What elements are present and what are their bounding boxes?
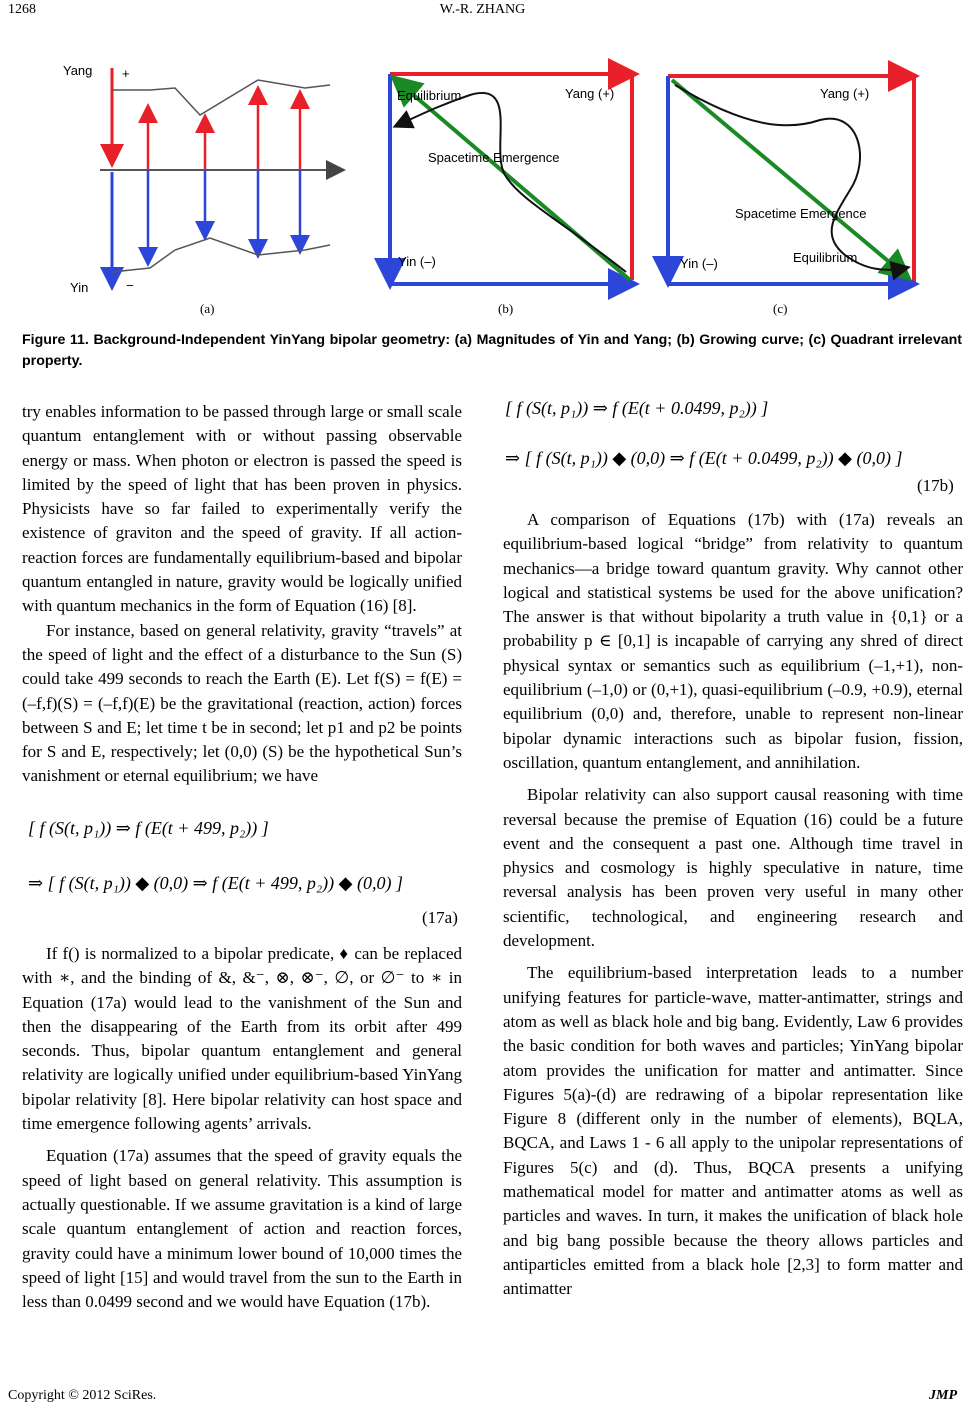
equation-17b-line1: [ f (S(t, p₁)) ⇒ f (E(t + 0.0499, p₂)) ] bbox=[505, 398, 769, 418]
panel-a bbox=[63, 63, 340, 316]
panel-c-equilibrium-label: Equilibrium bbox=[793, 250, 858, 265]
panel-a-minus-label: − bbox=[126, 278, 134, 293]
panel-c bbox=[668, 76, 914, 316]
panel-b-spacetime-label: Spacetime Emergence bbox=[428, 150, 560, 165]
footer-journal: JMP bbox=[929, 1388, 957, 1403]
left-column bbox=[22, 400, 462, 789]
figure-svg bbox=[0, 40, 965, 330]
panel-a-caption: (a) bbox=[200, 301, 215, 316]
panel-a-plus-label: + bbox=[122, 66, 130, 81]
figure-11 bbox=[0, 40, 965, 330]
running-title: W.-R. ZHANG bbox=[439, 2, 526, 17]
page-number: 1268 bbox=[8, 2, 36, 17]
panel-c-yin-label: Yin (–) bbox=[680, 256, 718, 271]
panel-b-caption: (b) bbox=[498, 301, 514, 316]
panel-c-caption: (c) bbox=[773, 301, 788, 316]
left-paragraph-1: try enables information to be passed through large or small scale quantum entanglement with or without passing observable energy or mass. When photon or electron is passed the speed is limited by the speed of light that has been proven in physics. Physicists have so far failed to experimentally verify the existence of graviton and the speed of gravity. If all action-reaction forces are fundamentally equilibrium-based and bipolar quantum entangled in nature, gravity would be logically unified with quantum mechanics in the form of Equation (16) [8]. bbox=[22, 402, 462, 616]
panel-c-spacetime-label: Spacetime Emergence bbox=[735, 206, 867, 221]
left-paragraph-2: For instance, based on general relativity, gravity “travels” at the speed of light and the effect of a disturbance to the Sun (S) could take 499 seconds to reach the Earth (E). Let f(S) = f(E) = (–f,f)(S) = (–f,f)(E) be the gravitational (reaction, action) forces between S and E; let time t be in second; let p1 and p2 be points for S and E, respectively; let (0,0) (S) be the hypothetical Sun’s vanishment or eternal equilibrium; we have bbox=[22, 620, 462, 786]
equation-17b-line2: ⇒ [ f (S(t, p₁)) ◆ (0,0) ⇒ f (E(t + 0.0499, p₂)) ◆ (0,0) ] bbox=[505, 448, 903, 468]
equation-17a-line2: ⇒ [ f (S(t, p₁)) ◆ (0,0) ⇒ f (E(t + 499, p₂)) ◆ (0,0) ] bbox=[28, 873, 403, 893]
left-column-lower bbox=[22, 942, 462, 1314]
equation-17b-label: (17b) bbox=[917, 476, 954, 495]
panel-b bbox=[390, 74, 632, 316]
panel-a-yin-label: Yin bbox=[70, 280, 89, 295]
equation-17a-label: (17a) bbox=[422, 908, 458, 927]
equation-17a-line1: [ f (S(t, p₁)) ⇒ f (E(t + 499, p₂)) ] bbox=[28, 818, 269, 838]
footer-copyright: Copyright © 2012 SciRes. bbox=[8, 1388, 157, 1403]
panel-b-yang-label: Yang (+) bbox=[565, 86, 615, 101]
right-column bbox=[503, 508, 963, 1302]
left-paragraph-3: If f() is normalized to a bipolar predicate, ♦ can be replaced with ∗, and the binding of &, &⁻, ⊗, ⊗⁻, ∅, or ∅⁻ to ∗ in Equation (17a) would lead to the vanishment of the Sun and then the disappearing of the Earth from its orbit after 499 seconds. Thus, bipolar quantum entanglement and general relativity are logically unified under equilibrium-based YinYang bipolar relativity [8]. Here bipolar relativity can host space and time emergence following agents’ arrivals. bbox=[22, 944, 462, 1134]
panel-a-yang-label: Yang bbox=[63, 63, 93, 78]
left-paragraph-4: Equation (17a) assumes that the speed of gravity equals the speed of light based on general relativity. This assumption is actually questionable. If we assume gravitation is a kind of large scale quantum entanglement of action and reaction forces, gravity could have a minimum lower bound of 10,000 times the speed of light [15] and would travel from the sun to the Earth in less than 0.0499 second and we would have Equation (17b). bbox=[22, 1146, 462, 1312]
right-paragraph-2: Bipolar relativity can also support causal reasoning with time reversal because the premise of Equation (16) could be a future event and the consequent a past one. Although time travel in physics and cosmology is highly speculative in nature, time reversal analysis has been proven very useful in many other scientific, technological, and engineering research and development. bbox=[503, 785, 963, 951]
panel-c-yang-label: Yang (+) bbox=[820, 86, 870, 101]
right-paragraph-3: The equilibrium-based interpretation leads to a number unifying features for particle-wave, matter-antimatter, strings and atom as well as black hole and big bang. Evidently, Law 6 provides the basic condition for both waves and particles; YinYang bipolar atom provides the unification for matter and antimatter. Since Figures 5(a)-(d) are redrawing of a bipolar representation like Figure 8 (different only in the number of elements), BQLA, BQCA, and Laws 1 - 6 all apply to the unipolar representations of Figures 5(c) and (d). Thus, BQCA presents a unifying mathematical model for matter and antimatter atoms as well as particles and waves. In turn, it makes the unification of black hole and big bang possible because the theory allows particles and antiparticles emitted from a black hole [2,3] to form matter and antimatter bbox=[503, 963, 963, 1299]
right-paragraph-1: A comparison of Equations (17b) with (17a) reveals an equilibrium-based logical “bridge” from relativity to quantum mechanics—a bridge toward quantum gravity. Why cannot other logical and statistical systems be used for the above unification? The answer is that without bipolarity a truth value in {0,1} or a probability p ∈ [0,1] is incapable of carrying any shred of direct physical syntax or semantics such as equilibrium (–1,+1), non-equilibrium (–1,0) or (0,+1), quasi-equilibrium (–0.9, +0.9), eternal equilibrium (0,0) and, therefore, unable to represent non-linear bipolar dynamic interactions such as bipolar fusion, fission, oscillation, quantum entanglement, and annihilation. bbox=[503, 510, 963, 772]
panel-b-equilibrium-label: Equilibrium bbox=[397, 88, 462, 103]
figure-caption: Figure 11. Background-Independent YinYang bipolar geometry: (a) Magnitudes of Yin and Yang; (b) Growing curve; (c) Quadrant irrelevant property. bbox=[22, 332, 962, 369]
panel-b-yin-label: Yin (–) bbox=[398, 254, 436, 269]
